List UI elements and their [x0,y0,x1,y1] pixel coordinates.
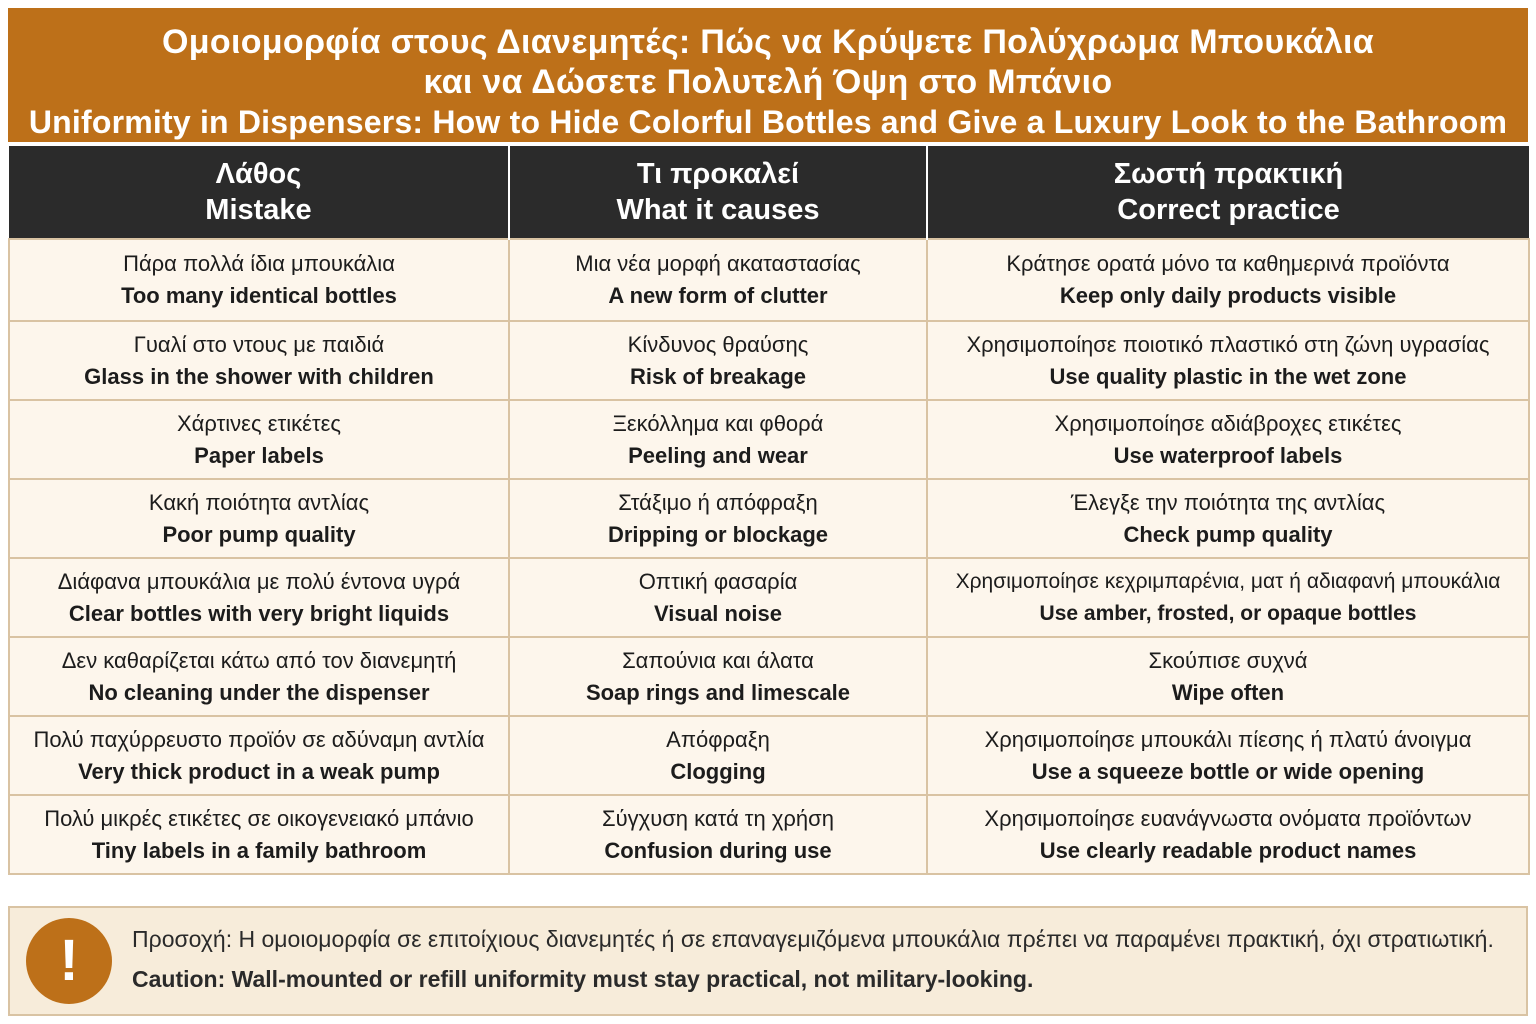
column-header-label-el: Λάθος [215,158,302,190]
cell-text-el: Κίνδυνος θραύσης [627,331,809,357]
cause-cell [509,400,927,479]
cell-text-en: Confusion during use [604,837,832,863]
cell-text-en: Wipe often [1171,679,1285,705]
cell-text-en: Check pump quality [1123,521,1333,547]
mistake-cell [9,479,509,558]
table-row [9,479,1529,558]
table-row [9,558,1529,637]
cell-text-en: Paper labels [194,442,324,468]
exclamation-icon: ! [26,918,112,1004]
comparison-table-wrapper [8,146,1528,875]
cause-cell [509,637,927,716]
cell-text-en: Use waterproof labels [1113,442,1343,468]
cell-text-el: Σκούπισε συχνά [1148,647,1308,673]
cell-text-en: Use clearly readable product names [1039,837,1417,863]
practice-cell [927,795,1529,874]
cell-text-en: Glass in the shower with children [84,363,434,389]
comparison-table [8,146,1530,875]
cell-text-el: Χρησιμοποίησε ποιοτικό πλαστικό στη ζώνη υγρασίας [966,331,1490,357]
table-header-row [9,146,1529,239]
cell-text-el: Πολύ μικρές ετικέτες σε οικογενειακό μπάνιο [44,805,474,831]
table-row [9,795,1529,874]
table-row [9,400,1529,479]
caution-text-greek: Προσοχή: Η ομοιομορφία σε επιτοίχιους διανεμητές ή σε επαναγεμιζόμενα μπουκάλια πρέπει να παραμένει πρακτική, όχι στρατιωτική. [132,926,1494,952]
column-header-correct-practice [927,146,1529,239]
cell-text-el: Χρησιμοποίησε ευανάγνωστα ονόματα προϊόντων [984,805,1472,831]
cell-text-el: Απόφραξη [666,726,770,752]
cell-text-el: Χρησιμοποίησε αδιάβροχες ετικέτες [1054,410,1402,436]
mistake-cell [9,400,509,479]
mistake-cell [9,716,509,795]
cell-text-en: No cleaning under the dispenser [88,679,430,705]
practice-cell [927,716,1529,795]
caution-box [8,906,1528,1016]
cell-text-en: Soap rings and limescale [585,679,851,705]
cell-text-el: Χρησιμοποίησε μπουκάλι πίεσης ή πλατύ άνοιγμα [984,726,1472,752]
mistake-cell [9,558,509,637]
mistake-cell [9,795,509,874]
cell-text-el: Πολύ παχύρρευστο προϊόν σε αδύναμη αντλία [33,726,485,752]
cell-text-el: Σύγχυση κατά τη χρήση [602,805,834,831]
practice-cell [927,637,1529,716]
cell-text-el: Μια νέα μορφή ακαταστασίας [575,251,861,276]
cause-cell [509,716,927,795]
column-header-label-en: Mistake [205,194,312,226]
cell-text-en: Use quality plastic in the wet zone [1049,363,1407,389]
cell-text-el: Έλεγξε την ποιότητα της αντλίας [1070,489,1386,515]
cell-text-en: Use amber, frosted, or opaque bottles [1039,601,1417,625]
cause-cell [509,558,927,637]
column-header-label-el: Τι προκαλεί [636,158,800,190]
cell-text-en: Dripping or blockage [607,521,829,547]
table-row [9,321,1529,400]
cell-text-el: Δεν καθαρίζεται κάτω από τον διανεμητή [61,647,457,673]
cell-text-el: Οπτική φασαρία [638,568,798,594]
cell-text-el: Σαπούνια και άλατα [622,647,814,673]
cell-text-en: Poor pump quality [162,521,356,547]
cell-text-en: Use a squeeze bottle or wide opening [1031,758,1425,784]
mistake-cell [9,239,509,321]
title-banner [8,8,1528,142]
caution-text-english: Caution: Wall-mounted or refill uniformity must stay practical, not military-looking. [132,966,1034,992]
cell-text-el: Πάρα πολλά ίδια μπουκάλια [123,251,395,276]
cell-text-en: Clogging [670,758,766,784]
cell-text-en: A new form of clutter [608,283,828,308]
column-header-label-en: What it causes [616,194,820,226]
table-row [9,637,1529,716]
cell-text-el: Γυαλί στο ντους με παιδιά [133,331,385,357]
practice-cell [927,479,1529,558]
practice-cell [927,558,1529,637]
cell-text-en: Risk of breakage [629,363,807,389]
practice-cell [927,321,1529,400]
column-header-mistake [9,146,509,239]
cell-text-en: Visual noise [654,600,782,626]
column-header-label-en: Correct practice [1117,194,1340,226]
table-row [9,239,1529,321]
mistake-cell [9,321,509,400]
cell-text-en: Too many identical bottles [121,283,397,308]
cell-text-en: Clear bottles with very bright liquids [68,600,450,626]
cell-text-el: Κακή ποιότητα αντλίας [148,489,370,515]
practice-cell [927,400,1529,479]
cell-text-el: Κράτησε ορατά μόνο τα καθημερινά προϊόντα [1006,251,1450,276]
cause-cell [509,479,927,558]
title-greek-line-2: και να Δώσετε Πολυτελή Όψη στο Μπάνιο [423,63,1113,101]
cell-text-el: Χρησιμοποίησε κεχριμπαρένια, ματ ή αδιαφανή μπουκάλια [955,569,1501,593]
cause-cell [509,795,927,874]
cause-cell [509,239,927,321]
column-header-label-el: Σωστή πρακτική [1113,158,1344,190]
column-header-causes [509,146,927,239]
cell-text-el: Χάρτινες ετικέτες [177,410,341,436]
title-english: Uniformity in Dispensers: How to Hide Colorful Bottles and Give a Luxury Look to the Bathroom [28,104,1508,140]
cell-text-en: Very thick product in a weak pump [78,758,440,784]
cell-text-en: Tiny labels in a family bathroom [91,837,427,863]
title-greek-line-1: Ομοιομορφία στους Διανεμητές: Πώς να Κρύψετε Πολύχρωμα Μπουκάλια [162,23,1374,61]
cell-text-el: Ξεκόλλημα και φθορά [612,410,824,436]
practice-cell [927,239,1529,321]
table-body [9,239,1529,874]
cell-text-el: Στάξιμο ή απόφραξη [618,489,818,515]
cell-text-el: Διάφανα μπουκάλια με πολύ έντονα υγρά [57,568,461,594]
cell-text-en: Peeling and wear [628,442,808,468]
cause-cell [509,321,927,400]
table-row [9,716,1529,795]
cell-text-en: Keep only daily products visible [1059,283,1397,308]
mistake-cell [9,637,509,716]
